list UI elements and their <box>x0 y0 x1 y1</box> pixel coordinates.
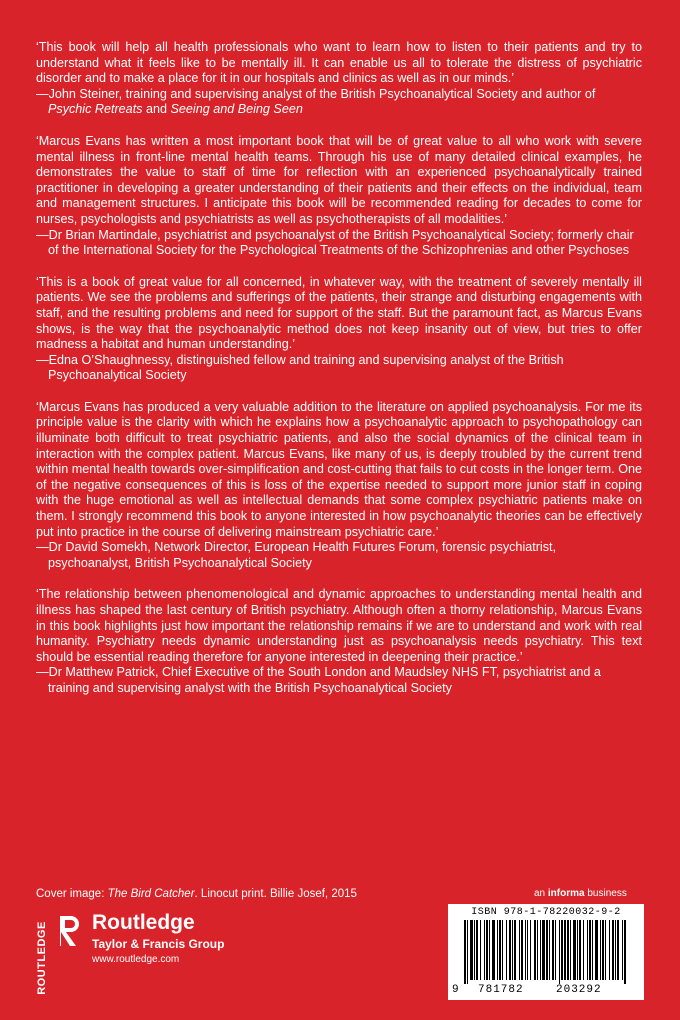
barcode-bar <box>595 920 598 980</box>
barcode-bar <box>486 920 488 980</box>
barcode-bar <box>530 920 531 980</box>
barcode-bars <box>462 920 632 984</box>
barcode-bar <box>567 920 569 980</box>
endorsements <box>36 40 642 713</box>
endorsement-quote: ‘Marcus Evans has produced a very valuable addition to the literature on applied psychoanalysis. For me its principle value is the clarity with which he explains how a psychoanalytic approach to psychopathology can illuminate both difficult to treat psychiatric patients, and also the social dynamics of the clinical team in interaction with the complex patient. Marcus Evans, like many of us, is deeply troubled by the current trend within mental health towards over-simplification and cost-cutting that fails to cut costs in the longer term. One of the negative consequences of this is loss of the expertise needed to support more junior staff in coping with the huge emotional as well as intellectual demands that some complex psychiatric patients make on them. I strongly recommend this book to anyone interested in how psychoanalytic theories can be effectively put into practice in the course of delivering mainstream psychiatric care.’ <box>36 399 642 539</box>
barcode-bar <box>549 920 550 980</box>
barcode-bar <box>573 920 576 980</box>
barcode-bar <box>480 920 481 980</box>
routledge-vertical-wordmark: ROUTLEDGE <box>36 921 48 995</box>
barcode-bar <box>561 920 563 980</box>
endorsement-attribution: —Dr Brian Martindale, psychiatrist and psychoanalyst of the British Psychoanalytical Society; formerly chair of the International Society for the Psychological Treatments of the Schizophrenias and other Psychoses <box>36 227 634 258</box>
barcode-bar <box>552 920 554 980</box>
barcode-bar <box>624 920 626 984</box>
endorsement-quote: ‘This book will help all health professionals who want to learn how to listen to their patients and try to understand what it feels like to be mentally ill. It can enable us all to tolerate the distress of psychiatric disorder and to make a place for it in our hospitals and clinics as well as in our minds.’ <box>36 40 642 86</box>
endorsement-attribution: —Dr David Somekh, Network Director, European Health Futures Forum, forensic psychiatrist, psychoanalyst, British Psychoanalytical Society <box>36 540 557 570</box>
barcode-bar <box>612 920 614 980</box>
publisher-url[interactable]: www.routledge.com <box>92 954 180 965</box>
barcode-bar <box>555 920 556 980</box>
endorsement-1 <box>36 40 642 118</box>
barcode-bar <box>564 920 566 980</box>
endorsement-3 <box>36 275 642 384</box>
barcode-bar <box>484 920 485 980</box>
barcode-bar <box>592 920 593 980</box>
barcode-bar <box>589 920 591 980</box>
barcode-bar <box>476 920 478 980</box>
barcode-bar <box>464 920 466 984</box>
endorsement-2 <box>36 134 642 259</box>
endorsement-4 <box>36 400 642 572</box>
barcode-digits-left: 781782 <box>478 984 524 996</box>
barcode-bar <box>509 920 511 980</box>
endorsement-5 <box>36 587 642 696</box>
barcode-bar <box>587 920 588 980</box>
barcode-bar <box>514 920 516 980</box>
isbn-text: ISBN 978-1-78220032-9-2 <box>471 907 621 918</box>
barcode-bar <box>602 920 604 980</box>
endorsement-attribution: —John Steiner, training and supervising analyst of the British Psychoanalytical Society and author of Psychic Retreats and Seeing and Being Seen <box>36 86 596 117</box>
barcode-bar <box>534 920 536 980</box>
barcode-bar <box>537 920 538 980</box>
endorsement-quote: ‘This is a book of great value for all concerned, in whatever way, with the treatment of severely mentally ill patients. We see the problems and sufferings of the patients, their strange and disturbing engagements with staff, and the resulting problems and need for support of the staff. But the paramount fact, as Marcus Evans shows, is the way that the psychoanalytic method does not keep insanity out of view, but tries to offer madness a habitat and human understanding.’ <box>36 274 642 352</box>
barcode-bar <box>540 920 541 980</box>
informa-business-tagline: an informa business <box>534 888 627 899</box>
barcode-bar <box>600 920 601 980</box>
barcode-bar <box>492 920 495 980</box>
barcode-bar <box>617 920 619 980</box>
barcode-bar <box>527 920 528 980</box>
routledge-r-emblem-icon <box>57 914 83 948</box>
barcode-bar <box>497 920 498 980</box>
barcode-bar <box>525 920 526 980</box>
isbn-barcode <box>448 904 644 1000</box>
barcode-bar <box>579 920 581 980</box>
barcode-bar <box>521 920 523 980</box>
barcode-bar <box>622 920 623 980</box>
endorsement-quote: ‘Marcus Evans has written a most important book that will be of great value to all who work with severe mental illness in front-line mental health teams. Through his use of many detailed clinical examples, he demonstrates the value to staff of time for reflection with an experienced psychoanalytically trained practitioner in developing a greater understanding of their patients and their effects on the individual, team and management structures. I anticipate this book will be recommended reading for decades to come for nurses, psychologists and psychiatrists as well as psychotherapists of all modalities.’ <box>36 133 642 226</box>
barcode-bar <box>512 920 513 980</box>
barcode-bar <box>502 920 503 980</box>
barcode-bar <box>467 920 468 984</box>
cover-image-credit: Cover image: The Bird Catcher. Linocut print. Billie Josef, 2015 <box>36 888 357 900</box>
endorsement-attribution: —Dr Matthew Patrick, Chief Executive of the South London and Maudsley NHS FT, psychiatrist and a training and supervising analyst with the British Psychoanalytical Society <box>36 665 601 695</box>
barcode-bar <box>470 920 473 980</box>
barcode-digit-first: 9 <box>452 984 460 996</box>
barcode-bar <box>489 920 490 980</box>
barcode-bar <box>499 920 501 980</box>
publisher-group: Taylor & Francis Group <box>92 937 225 951</box>
barcode-bar <box>577 920 578 980</box>
barcode-bar <box>474 920 475 980</box>
barcode-bar <box>615 920 616 980</box>
barcode-digits-right: 203292 <box>556 984 602 996</box>
barcode-bar <box>519 920 520 980</box>
barcode-bar <box>506 920 507 980</box>
endorsement-quote: ‘The relationship between phenomenological and dynamic approaches to understanding mental health and illness has shaped the last century of British psychiatry. Although often a thorny relationship, Marcus Evans in this book highlights just how important the relationship remains if we are to understand and work with real humanity. Psychiatry needs dynamic understanding just as psychoanalysis needs psychiatry. This text should be essential reading therefore for anyone interested in deepening their practice.’ <box>36 587 642 664</box>
barcode-bar <box>559 920 560 984</box>
barcode-bar <box>570 920 571 980</box>
barcode-bar <box>542 920 545 980</box>
publisher-name: Routledge <box>92 911 195 934</box>
barcode-bar <box>546 920 548 980</box>
barcode-bar <box>583 920 584 980</box>
barcode-bar <box>609 920 610 980</box>
barcode-bar <box>605 920 606 980</box>
endorsement-attribution: —Edna O’Shaughnessy, distinguished fellow and training and supervising analyst of the British Psychoanalytical Society <box>36 352 564 383</box>
